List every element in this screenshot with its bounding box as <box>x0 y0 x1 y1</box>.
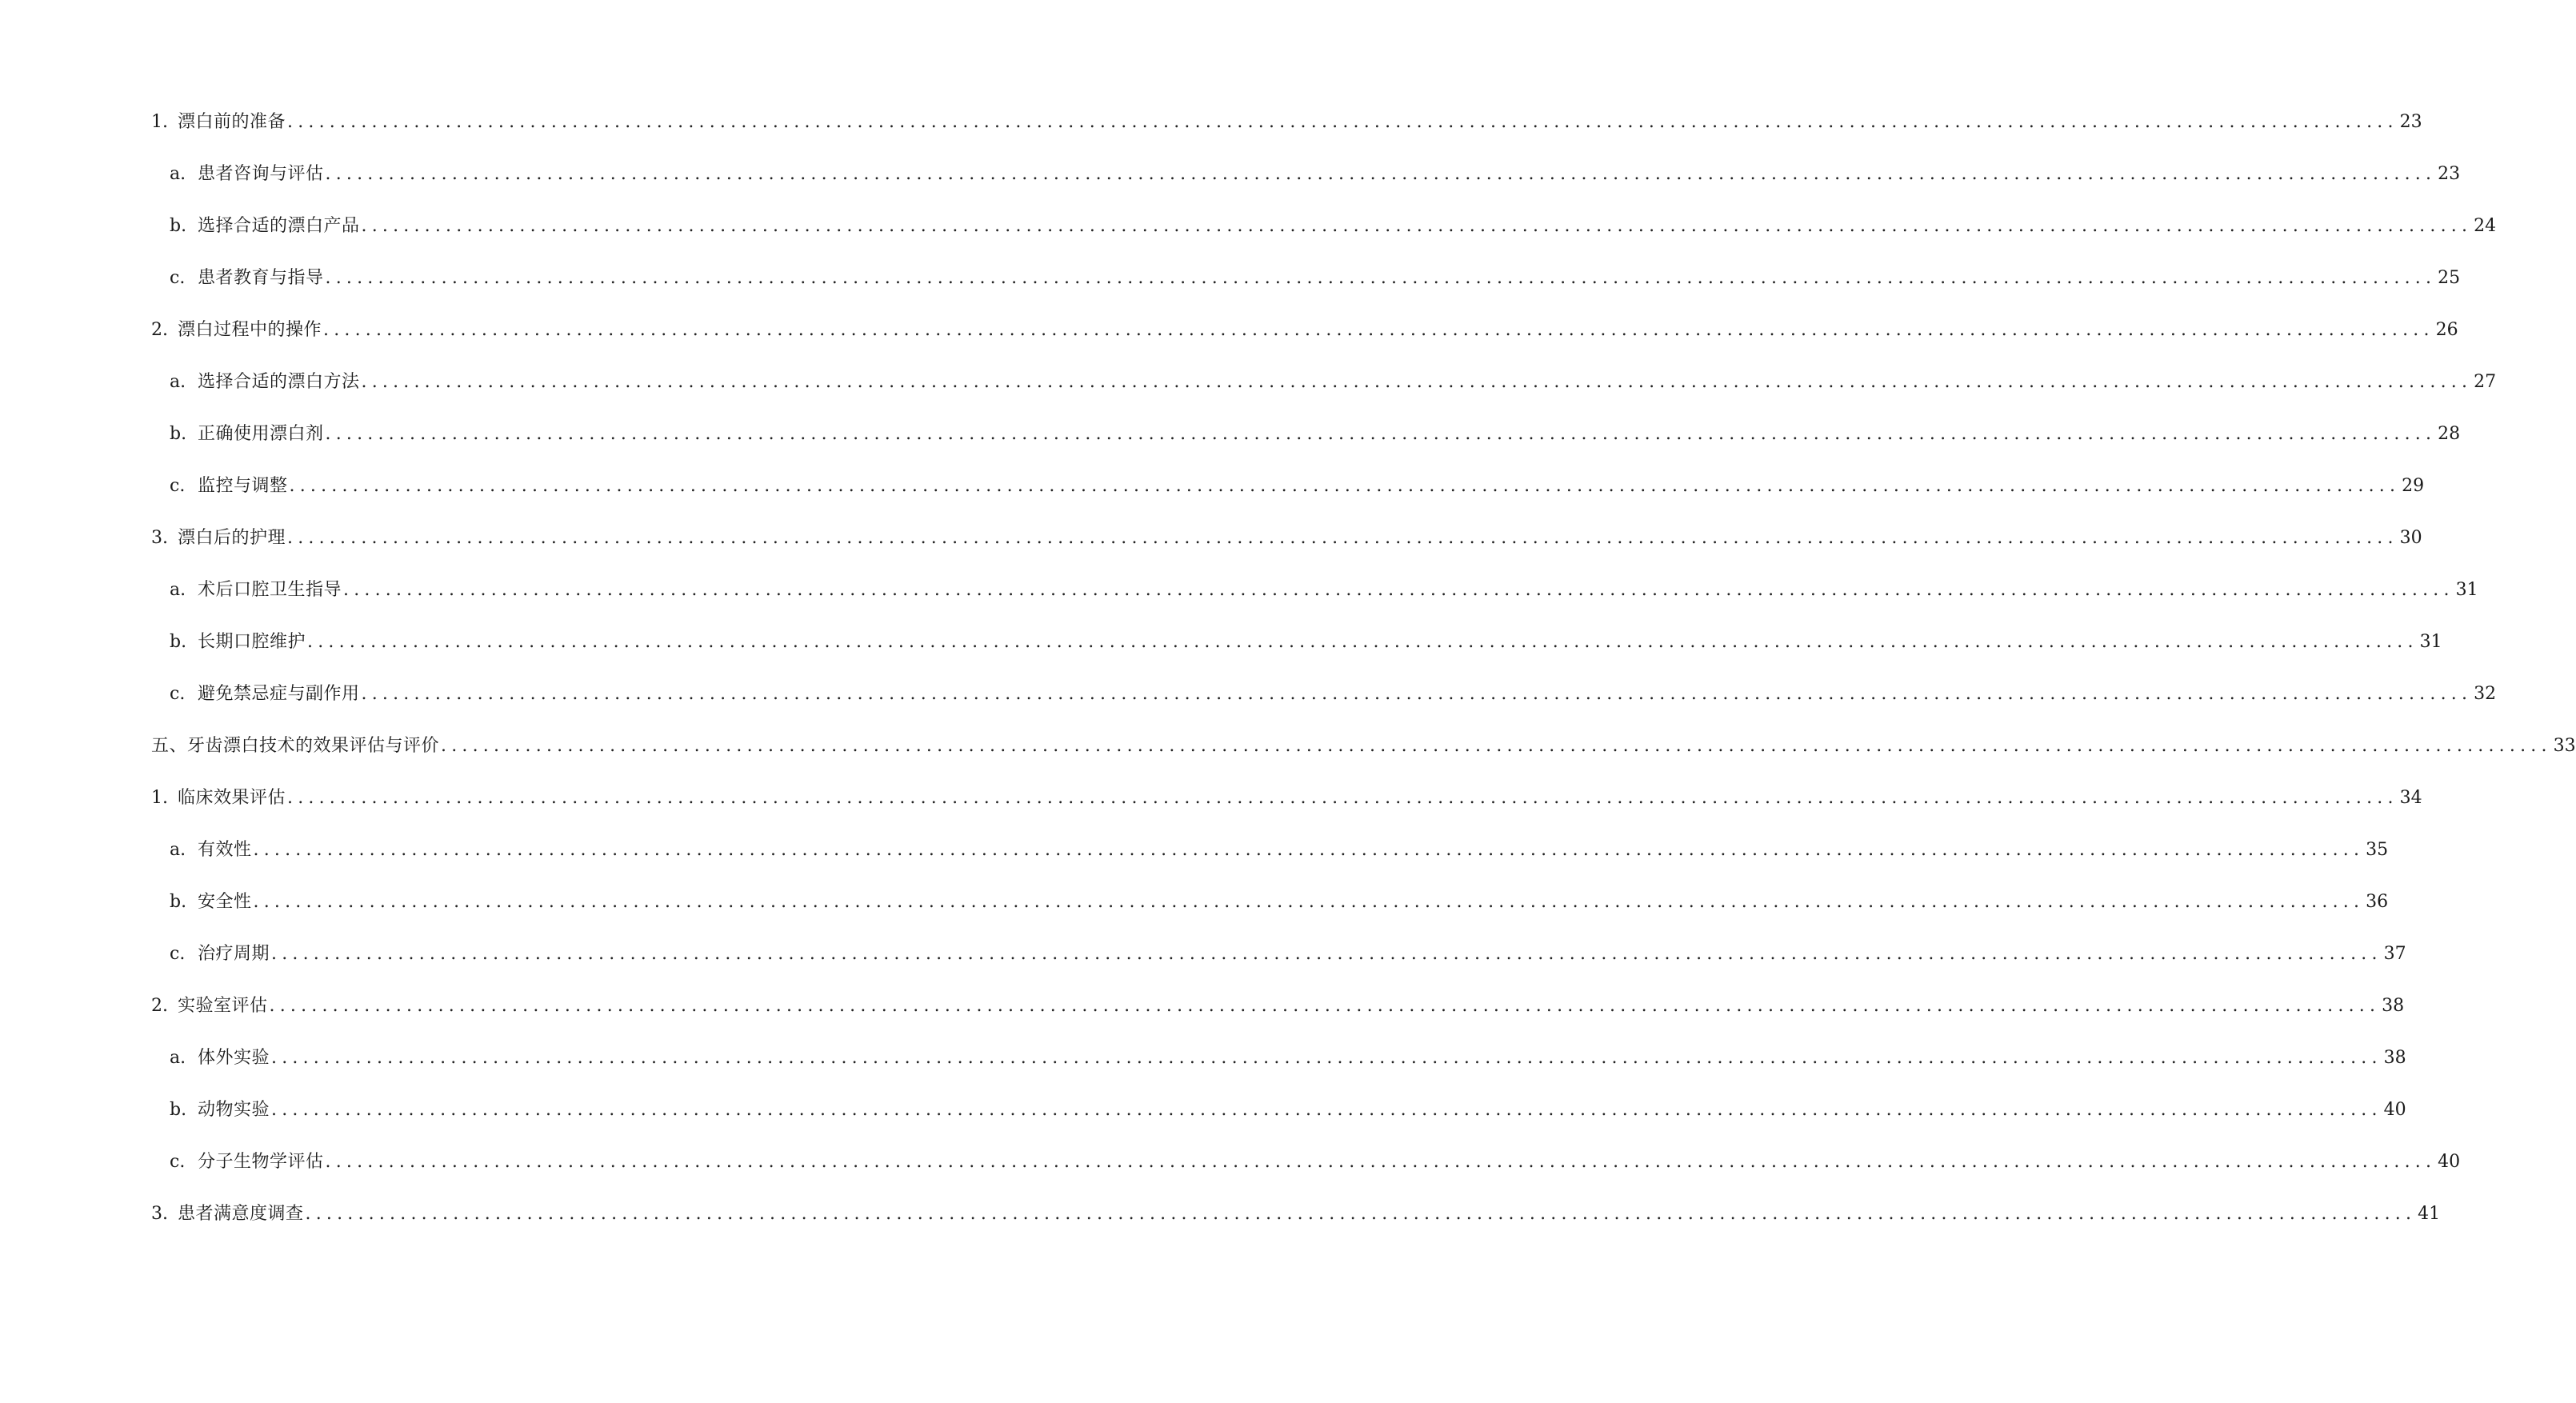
toc-entry-page-number: 40 <box>2438 1152 2461 1172</box>
toc-entry-page-number: 31 <box>2455 580 2478 600</box>
toc-entry-title: 选择合适的漂白产品 <box>198 216 360 236</box>
dot-leader: ........................................................................................................................................................................................................ <box>323 320 2434 340</box>
toc-entry[interactable] <box>0 110 2422 162</box>
toc-entry[interactable] <box>0 162 2461 214</box>
toc-entry-title: 漂白后的护理 <box>178 528 286 548</box>
toc-entry-marker: 2. <box>151 320 168 340</box>
dot-leader: ........................................................................................................................................................................................................ <box>325 268 2437 288</box>
toc-entry-page-number: 32 <box>2474 684 2497 704</box>
toc-entry[interactable] <box>0 890 2389 942</box>
dot-leader: ........................................................................................................................................................................................................ <box>325 424 2437 444</box>
toc-entry-page-number: 36 <box>2366 892 2389 912</box>
toc-entry-marker: c. <box>170 944 186 964</box>
toc-entry[interactable] <box>0 942 2406 994</box>
dot-leader: ........................................................................................................................................................................................................ <box>287 112 2398 132</box>
toc-entry-page-number: 29 <box>2402 476 2425 496</box>
table-of-contents <box>0 110 2576 1254</box>
toc-entry-marker: b. <box>170 632 187 652</box>
toc-entry-page-number: 35 <box>2366 840 2389 860</box>
toc-entry-page-number: 38 <box>2382 996 2405 1016</box>
toc-entry-marker: a. <box>170 1048 186 1068</box>
toc-entry[interactable] <box>0 318 2458 370</box>
toc-entry-page-number: 25 <box>2438 268 2461 288</box>
toc-entry-page-number: 28 <box>2438 424 2461 444</box>
toc-entry-marker: a. <box>170 372 186 392</box>
toc-entry-marker: 1. <box>151 788 168 808</box>
toc-entry-marker: 3. <box>151 528 168 548</box>
toc-entry-marker: a. <box>170 840 186 860</box>
dot-leader: ........................................................................................................................................................................................................ <box>441 736 2552 756</box>
dot-leader: ........................................................................................................................................................................................................ <box>253 840 2365 860</box>
toc-entry[interactable] <box>0 526 2422 578</box>
toc-entry-marker: 1. <box>151 112 168 132</box>
dot-leader: ........................................................................................................................................................................................................ <box>271 1100 2382 1120</box>
toc-entry[interactable] <box>0 1202 2441 1254</box>
toc-entry-title: 五、牙齿漂白技术的效果评估与评价 <box>151 736 440 756</box>
toc-entry[interactable] <box>0 786 2422 838</box>
toc-entry[interactable] <box>0 682 2497 734</box>
dot-leader: ........................................................................................................................................................................................................ <box>271 944 2382 964</box>
toc-entry-marker: b. <box>170 892 187 912</box>
toc-entry-title: 患者咨询与评估 <box>198 164 324 184</box>
toc-entry-title: 有效性 <box>198 840 252 860</box>
toc-entry-page-number: 34 <box>2399 788 2422 808</box>
toc-entry-marker: 2. <box>151 996 168 1016</box>
toc-entry-page-number: 31 <box>2419 632 2442 652</box>
toc-entry-title: 避免禁忌症与副作用 <box>198 684 360 704</box>
toc-entry-title: 术后口腔卫生指导 <box>198 580 342 600</box>
toc-entry-title: 临床效果评估 <box>178 788 286 808</box>
toc-entry[interactable] <box>0 422 2461 474</box>
dot-leader: ........................................................................................................................................................................................................ <box>289 476 2401 496</box>
toc-entry-page-number: 41 <box>2418 1204 2441 1224</box>
toc-entry-title: 体外实验 <box>198 1048 270 1068</box>
toc-entry-marker: c. <box>170 268 186 288</box>
toc-entry-marker: b. <box>170 216 187 236</box>
dot-leader: ........................................................................................................................................................................................................ <box>343 580 2454 600</box>
dot-leader: ........................................................................................................................................................................................................ <box>287 528 2398 548</box>
toc-entry-title: 安全性 <box>198 892 252 912</box>
toc-entry-marker: c. <box>170 476 186 496</box>
toc-entry-page-number: 26 <box>2435 320 2458 340</box>
toc-entry-marker: c. <box>170 684 186 704</box>
toc-entry-page-number: 38 <box>2383 1048 2406 1068</box>
toc-entry-title: 选择合适的漂白方法 <box>198 372 360 392</box>
dot-leader: ........................................................................................................................................................................................................ <box>325 164 2437 184</box>
toc-entry-page-number: 23 <box>2438 164 2461 184</box>
toc-entry-title: 漂白过程中的操作 <box>178 320 322 340</box>
toc-entry[interactable] <box>0 734 2576 786</box>
toc-entry-title: 患者满意度调查 <box>178 1204 304 1224</box>
toc-entry-title: 治疗周期 <box>198 944 270 964</box>
dot-leader: ........................................................................................................................................................................................................ <box>325 1152 2437 1172</box>
toc-entry[interactable] <box>0 370 2497 422</box>
toc-entry[interactable] <box>0 1098 2406 1150</box>
toc-entry-marker: b. <box>170 424 187 444</box>
dot-leader: ........................................................................................................................................................................................................ <box>307 632 2418 652</box>
toc-entry[interactable] <box>0 214 2497 266</box>
toc-entry-page-number: 37 <box>2383 944 2406 964</box>
toc-entry-title: 患者教育与指导 <box>198 268 324 288</box>
toc-entry-page-number: 30 <box>2399 528 2422 548</box>
toc-entry-title: 监控与调整 <box>198 476 288 496</box>
dot-leader: ........................................................................................................................................................................................................ <box>361 684 2473 704</box>
toc-entry[interactable] <box>0 578 2478 630</box>
toc-entry[interactable] <box>0 266 2461 318</box>
toc-entry[interactable] <box>0 838 2389 890</box>
toc-entry-marker: b. <box>170 1100 187 1120</box>
toc-entry-page-number: 27 <box>2474 372 2497 392</box>
toc-entry[interactable] <box>0 994 2405 1046</box>
toc-entry-title: 漂白前的准备 <box>178 112 286 132</box>
dot-leader: ........................................................................................................................................................................................................ <box>361 372 2473 392</box>
toc-entry[interactable] <box>0 1046 2406 1098</box>
toc-entry[interactable] <box>0 630 2442 682</box>
toc-entry-title: 正确使用漂白剂 <box>198 424 324 444</box>
dot-leader: ........................................................................................................................................................................................................ <box>253 892 2365 912</box>
toc-entry-title: 动物实验 <box>198 1100 270 1120</box>
toc-entry-marker: a. <box>170 580 186 600</box>
dot-leader: ........................................................................................................................................................................................................ <box>287 788 2398 808</box>
toc-entry-title: 实验室评估 <box>178 996 268 1016</box>
toc-entry-page-number: 40 <box>2383 1100 2406 1120</box>
toc-entry-marker: a. <box>170 164 186 184</box>
toc-entry-title: 长期口腔维护 <box>198 632 306 652</box>
toc-entry-page-number: 23 <box>2399 112 2422 132</box>
toc-entry-marker: 3. <box>151 1204 168 1224</box>
toc-entry-marker: c. <box>170 1152 186 1172</box>
dot-leader: ........................................................................................................................................................................................................ <box>361 216 2473 236</box>
toc-entry-title: 分子生物学评估 <box>198 1152 324 1172</box>
toc-entry[interactable] <box>0 474 2425 526</box>
toc-entry-page-number: 33 <box>2553 736 2576 756</box>
dot-leader: ........................................................................................................................................................................................................ <box>271 1048 2382 1068</box>
toc-entry[interactable] <box>0 1150 2461 1202</box>
toc-entry-page-number: 24 <box>2474 216 2497 236</box>
dot-leader: ........................................................................................................................................................................................................ <box>305 1204 2417 1224</box>
dot-leader: ........................................................................................................................................................................................................ <box>269 996 2381 1016</box>
